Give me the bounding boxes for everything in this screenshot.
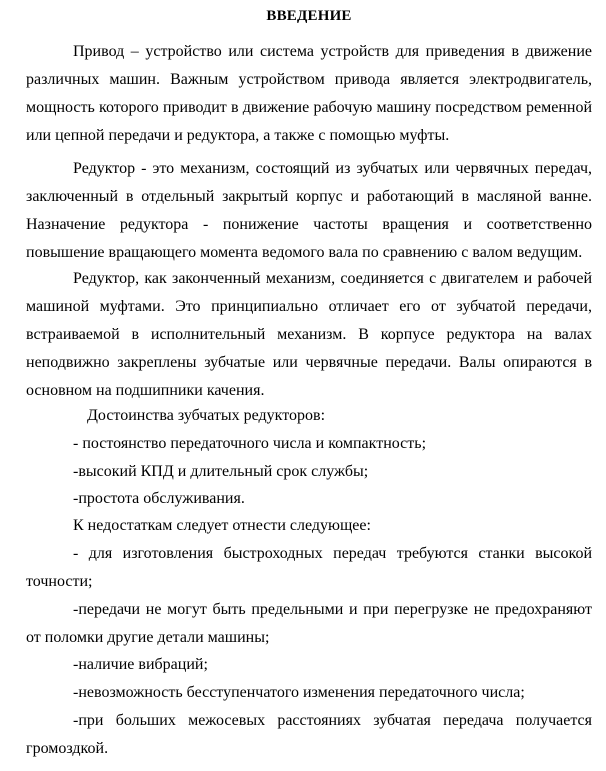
paragraph-reducer: Редуктор - это механизм, состоящий из зубчатых или червячных передач, заключенный в отдельный закрытый корпус и работающий в масляной ванне. Назначение редуктора - понижение частоты вращения и соответственно повышение вращающего момента ведомого вала по сравнению с валом ведущим. [26, 160, 592, 261]
disadvantage-item: -передачи не могут быть предельными и при перегрузке не предохраняют от поломки другие детали машины; [26, 601, 592, 646]
disadvantage-item: -невозможность бесступенчатого изменения передаточного числа; [73, 684, 525, 701]
disadvantages-heading: К недостаткам следует отнести следующее: [73, 517, 371, 534]
advantages-heading: Достоинства зубчатых редукторов: [87, 407, 326, 424]
advantage-item: -высокий КПД и длительный срок службы; [73, 463, 369, 480]
advantage-item: -простота обслуживания. [73, 490, 245, 507]
paragraph-reducer-mechanism: Редуктор, как законченный механизм, соединяется с двигателем и рабочей машиной муфтами. Это принципиально отличает его от зубчатой передачи, встраиваемой в исполнительный механизм. В корпусе редуктора на валах неподвижно закреплены зубчатые или червячные передачи. Валы опираются в основном на подшипники качения. [26, 270, 592, 399]
disadvantage-item: -при больших межосевых расстояниях зубчатая передача получается громоздкой. [26, 712, 592, 757]
disadvantage-item: -наличие вибраций; [73, 656, 208, 673]
disadvantage-item: - для изготовления быстроходных передач требуются станки высокой точности; [26, 545, 592, 590]
advantage-item: - постоянство передаточного числа и компактность; [73, 435, 427, 452]
paragraph-drive: Привод – устройство или система устройств для приведения в движение различных машин. Важным устройством привода является электродвигатель, мощность которого приводит в движение рабочую машину посредством ременной или цепной передачи и редуктора, а также с помощью муфты. [26, 43, 592, 144]
document-title: ВВЕДЕНИЕ [266, 8, 352, 24]
